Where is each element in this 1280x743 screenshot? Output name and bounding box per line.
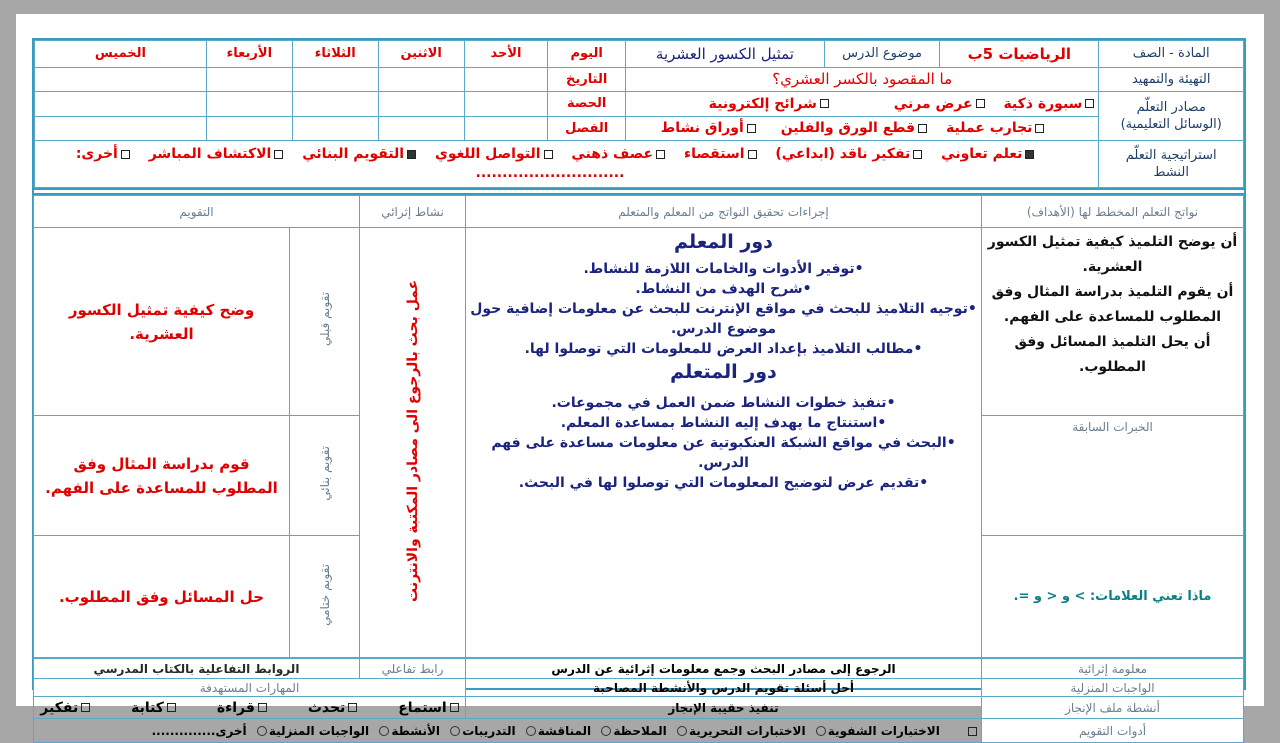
day-thursday: الخميس: [35, 41, 207, 68]
checkbox-icon: [544, 150, 553, 159]
tool-observation[interactable]: الملاحظة: [599, 724, 666, 738]
skill-reading[interactable]: قراءة: [217, 700, 267, 716]
subject-label: المادة - الصف: [1099, 41, 1244, 68]
checkbox-icon: [747, 124, 756, 133]
strategy-brainstorm[interactable]: عصف ذهني: [571, 145, 665, 164]
prior-text: ماذا تعني العلامات: > و < و =.: [982, 536, 1244, 658]
checkbox-icon: [121, 150, 130, 159]
intro-value: ما المقصود بالكسر العشري؟: [625, 67, 1099, 92]
interactive-label: رابط تفاعلي: [360, 659, 466, 679]
lesson-value: تمثيل الكسور العشرية: [625, 41, 824, 68]
skill-speaking[interactable]: تحدث: [308, 700, 358, 716]
eval-type-pre: تقويم قبلي: [317, 292, 332, 347]
tools-row: [34, 719, 982, 743]
skills-row: [34, 697, 466, 719]
skill-writing[interactable]: كتابة: [131, 700, 176, 716]
tool-activities[interactable]: الأنشطة: [377, 724, 440, 738]
learner-role-item: • استنتاج ما يهدف إليه النشاط بمساعدة المعلم.: [470, 413, 977, 433]
eval-formative-text: قوم بدراسة المثال وفق المطلوب للمساعدة على الفهم.: [34, 416, 290, 536]
procedures-cell: [466, 228, 982, 658]
tool-exercises[interactable]: التدريبات: [448, 724, 515, 738]
enrichment-cell: [360, 228, 466, 658]
strategy-inquiry[interactable]: استقصاء: [684, 145, 757, 164]
tool-discussion[interactable]: المناقشة: [524, 724, 591, 738]
skills-label: المهارات المستهدفة: [34, 679, 466, 697]
radio-icon: [257, 726, 267, 736]
eval-type-cell: [290, 536, 360, 658]
day-wednesday: الأربعاء: [206, 41, 292, 68]
checkbox-icon: [820, 99, 829, 108]
enrich-info-value: الرجوع إلى مصادر البحث وجمع معلومات إثرائية عن الدرس: [466, 659, 982, 679]
resources-row-2: [625, 116, 1099, 141]
enrichment-text: عمل بحث بالرجوع الى مصادر المكتبة والانترنت: [404, 279, 421, 602]
checked-box-icon: [407, 150, 416, 159]
teacher-role-item: • مطالب التلاميذ بإعداد العرض للمعلومات التي توصلوا لها.: [470, 339, 977, 359]
teacher-role-title: دور المعلم: [674, 231, 773, 253]
learner-role-item: • تنفيذ خطوات النشاط ضمن العمل في مجموعات.: [470, 393, 977, 413]
tool-other[interactable]: أخرى..............: [151, 723, 247, 738]
checkbox-icon: [1035, 124, 1044, 133]
lesson-plan-form: [32, 38, 1246, 738]
outcome-3: أن يحل التلميذ المسائل وفق المطلوب.: [1014, 334, 1211, 375]
strategy-language[interactable]: التواصل اللغوي: [435, 145, 553, 164]
footer-table: [33, 658, 1244, 743]
checkbox-icon: [450, 703, 459, 712]
resources-label: مصادر التعلّم (الوسائل التعليمية): [1099, 92, 1244, 141]
strategies-row: [35, 141, 1099, 188]
teacher-role-item: • توجيه التلاميذ للبحث في مواقع الإنترنت للبحث عن معلومات إضافية حول موضوع الدرس.: [470, 299, 977, 339]
checkbox-icon: [748, 150, 757, 159]
outcomes-cell: [982, 228, 1244, 416]
enrichment-header: نشاط إثرائي: [360, 196, 466, 228]
procedures-header: إجراءات تحقيق النواتج من المعلم والمتعلم: [466, 196, 982, 228]
resource-experiments[interactable]: تجارب عملية: [946, 120, 1044, 136]
class-label: الفصل: [548, 116, 626, 141]
strategy-discovery[interactable]: الاكتشاف المباشر: [149, 145, 284, 164]
date-label: التاريخ: [548, 67, 626, 92]
prior-header: الخبرات السابقة: [982, 416, 1244, 536]
checkbox-icon: [274, 150, 283, 159]
radio-icon: [379, 726, 389, 736]
interactive-value[interactable]: الروابط التفاعلية بالكتاب المدرسي: [34, 659, 360, 679]
resource-flexible-display[interactable]: عرض مرني: [894, 96, 985, 112]
teacher-role-item: • توفير الأدوات والخامات اللازمة للنشاط.: [470, 259, 977, 279]
day-monday: الاثنين: [378, 41, 464, 68]
subject-value: الرياضيات 5ب: [940, 41, 1099, 68]
homework-value: أحل أسئلة تقويم الدرس والأنشطة المصاحبة: [466, 679, 982, 697]
checkbox-icon[interactable]: [968, 727, 977, 736]
strategy-cooperative[interactable]: تعلم تعاوني: [941, 145, 1034, 164]
checkbox-icon: [258, 703, 267, 712]
portfolio-label: أنشطة ملف الإنجاز: [982, 697, 1244, 719]
eval-type-cell: [290, 228, 360, 416]
evaluation-header: التقويم: [34, 196, 360, 228]
lesson-label: موضوع الدرس: [824, 41, 939, 68]
day-tuesday: الثلاثاء: [292, 41, 378, 68]
outcomes-header: نواتج التعلم المخطط لها (الأهداف): [982, 196, 1244, 228]
outcome-1: أن يوضح التلميذ كيفية تمثيل الكسور العشرية.: [987, 234, 1238, 275]
checkbox-icon: [918, 124, 927, 133]
portfolio-value: تنفيذ حقيبة الإنجاز: [466, 697, 982, 719]
checkbox-icon: [1085, 99, 1094, 108]
teacher-role-item: • شرح الهدف من النشاط.: [470, 279, 977, 299]
radio-icon: [816, 726, 826, 736]
checkbox-icon: [913, 150, 922, 159]
strategy-label: استراتيجية التعلّم النشط: [1099, 141, 1244, 188]
tool-homework[interactable]: الواجبات المنزلية: [255, 724, 369, 738]
strategy-formative[interactable]: التقويم البنائي: [302, 145, 416, 164]
day-sunday: الأحد: [464, 41, 548, 68]
resource-worksheets[interactable]: أوراق نشاط: [661, 120, 756, 136]
header-table: [34, 40, 1244, 188]
checkbox-icon: [348, 703, 357, 712]
resources-row-1: [625, 92, 1099, 117]
eval-type-final: تقويم ختامي: [317, 563, 332, 626]
eval-final-text: حل المسائل وفق المطلوب.: [34, 536, 290, 658]
radio-icon: [526, 726, 536, 736]
learner-role-item: • البحث في مواقع الشبكة العنكبوتية عن معلومات مساعدة على فهم الدرس.: [470, 433, 977, 473]
enrich-info-label: معلومة إثرائية: [982, 659, 1244, 679]
day-label: اليوم: [548, 41, 626, 68]
skill-listening[interactable]: استماع: [398, 700, 459, 716]
strategy-other-dots: ............................: [475, 165, 625, 182]
checkbox-icon: [81, 703, 90, 712]
eval-type-cell: [290, 416, 360, 536]
eval-pre-text: وضح كيفية تمثيل الكسور العشرية.: [34, 228, 290, 416]
strategy-critical-thinking[interactable]: تفكير ناقد (ابداعي): [775, 145, 922, 164]
resource-paper-foam[interactable]: قطع الورق والفلين: [781, 120, 927, 136]
tool-written[interactable]: الاختبارات التحريرية: [675, 724, 806, 738]
skill-thinking[interactable]: تفكير: [40, 700, 90, 716]
checkbox-icon: [656, 150, 665, 159]
strategy-other[interactable]: أخرى:: [76, 145, 130, 164]
tools-label: أدوات التقويم: [982, 719, 1244, 743]
radio-icon: [450, 726, 460, 736]
tool-oral[interactable]: الاختبارات الشفوية: [814, 724, 940, 738]
intro-label: التهيئة والتمهيد: [1099, 67, 1244, 92]
radio-icon: [601, 726, 611, 736]
checkbox-icon: [167, 703, 176, 712]
resource-slides[interactable]: شرائح إلكترونية: [709, 96, 829, 112]
homework-label: الواجبات المنزلية: [982, 679, 1244, 697]
eval-type-formative: تقويم بنائي: [317, 446, 332, 501]
outcome-2: أن يقوم التلميذ بدراسة المثال وفق المطلوب للمساعدة على الفهم.: [991, 284, 1234, 325]
body-table: [33, 195, 1244, 658]
checkbox-icon: [976, 99, 985, 108]
radio-icon: [677, 726, 687, 736]
checked-box-icon: [1025, 150, 1034, 159]
learner-role-item: • تقديم عرض لتوضيح المعلومات التي توصلوا لها في البحث.: [470, 473, 977, 493]
learner-role-title: دور المتعلم: [670, 361, 777, 383]
resource-smart-board[interactable]: سبورة ذكية: [1003, 96, 1094, 112]
period-label: الحصة: [548, 92, 626, 117]
